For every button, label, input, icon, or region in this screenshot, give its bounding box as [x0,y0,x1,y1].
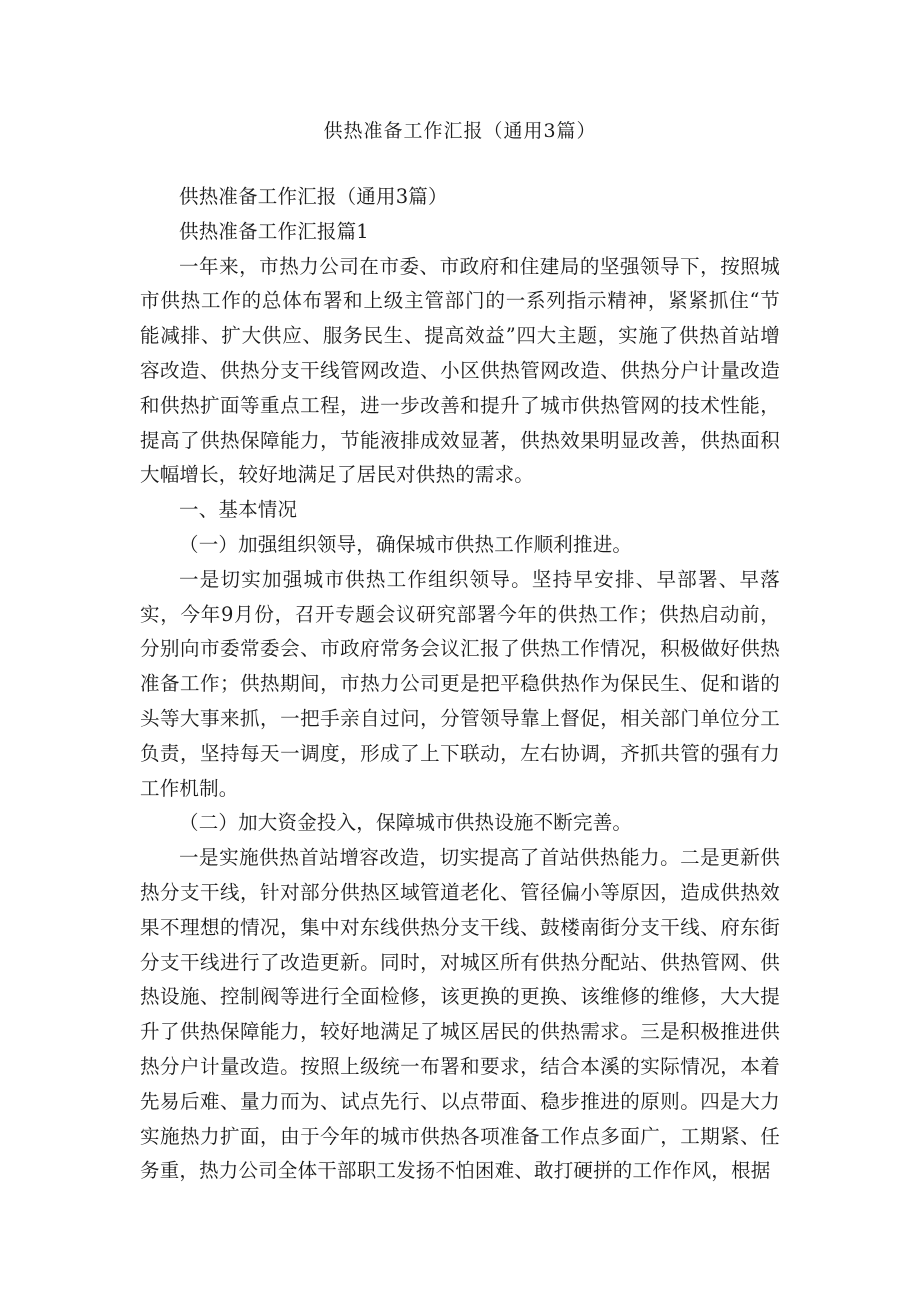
paragraph-subheading-2: （二）加大资金投入，保障城市供热设施不断完善。 [179,811,633,835]
paragraph-subtitle: 供热准备工作汇报（通用3篇） [179,185,448,208]
document-title: 供热准备工作汇报（通用3篇） [323,120,597,142]
document-body [140,180,780,1189]
paragraph-subheading-1: （一）加强组织领导，确保城市供热工作顺利推进。 [179,532,633,556]
paragraph-heading-basic-situation: 一、基本情况 [179,498,298,522]
paragraph-section-heading: 供热准备工作汇报篇1 [179,219,369,243]
paragraph-investment: 一是实施供热首站增容改造，切实提高了首站供热能力。二是更新供热分支干线，针对部分供热区域管道老化、管径偏小等原因，造成供热效果不理想的情况，集中对东线供热分支干线、鼓楼南街分支干线、府东街分支干线进行了改造更新。同时，对城区所有供热分配站、供热管网、供热设施、控制阀等进行全面检修，该更换的更换、该维修的维修，大大提升了供热保障能力，较好地满足了城区居民的供热需求。三是积极推进供热分户计量改造。按照上级统一布署和要求，结合本溪的实际情况，本着先易后难、量力而为、试点先行、以点带面、稳步推进的原则。四是大力实施热力扩面，由于今年的城市供热各项准备工作点多面广，工期紧、任务重，热力公司全体干部职工发扬不怕困难、敢打硬拼的工作作风，根据 [140,846,780,1183]
paragraph-organization: 一是切实加强城市供热工作组织领导。坚持早安排、早部署、早落实，今年9月份，召开专题会议研究部署今年的供热工作；供热启动前，分别向市委常委会、市政府常务会议汇报了供热工作情况，积极做好供热准备工作；供热期间，市热力公司更是把平稳供热作为保民生、促和谐的头等大事来抓，一把手亲自过问，分管领导靠上督促，相关部门单位分工负责，坚持每天一调度，形成了上下联动，左右协调，齐抓共管的强有力工作机制。 [140,567,780,800]
paragraph-intro: 一年来，市热力公司在市委、市政府和住建局的坚强领导下，按照城市供热工作的总体布署和上级主管部门的一系列指示精神，紧紧抓住“节能减排、扩大供应、服务民生、提高效益”四大主题，实施了供热首站增容改造、供热分支干线管网改造、小区供热管网改造、供热分户计量改造和供热扩面等重点工程，进一步改善和提升了城市供热管网的技术性能，提高了供热保障能力，节能液排成效显著，供热效果明显改善，供热面积大幅增长，较好地满足了居民对供热的需求。 [140,254,780,487]
